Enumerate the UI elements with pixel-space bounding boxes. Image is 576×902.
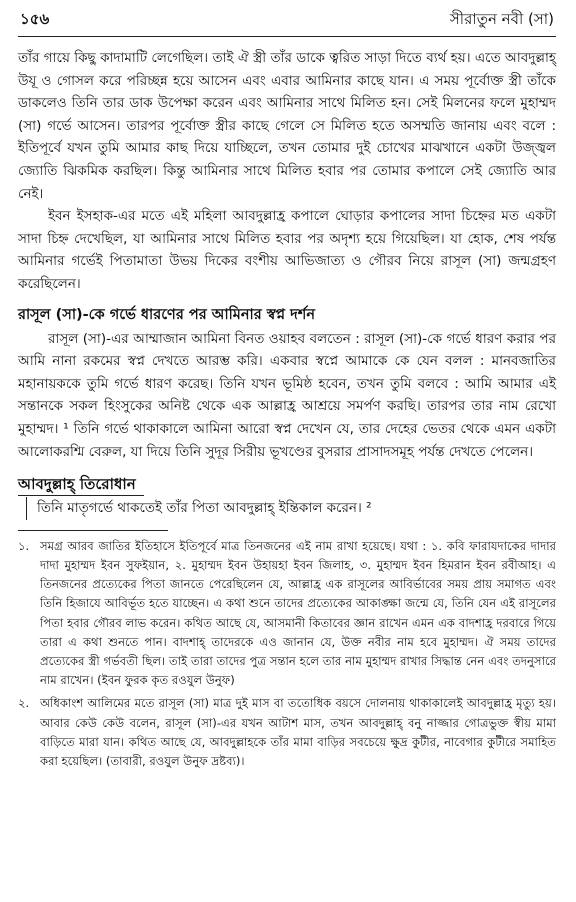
footnote-2 [18, 694, 556, 771]
footnote-text: অধিকাংশ আলিমের মতে রাসূল (সা) মাত্র দুই মাস বা ততোধিক বয়সে দোলনায় থাকাকালেই আবদুল্লাহ্র মৃত্যু হয়। আবার কেউ কেউ বলেন, রাসূল (সা)-এর যখন আটাশ মাস, তখন আবদুল্লাহ্ বনু নাজ্জার গোত্রভুক্ত স্বীয় মামা বাড়িতে মারা যান। কথিত আছে যে, আবদুল্লাহকে তাঁর মামা বাড়ির সবচেয়ে ক্ষুদ্র কুটীর, নাবেগার কুটীরে সমাহিত করা হয়েছিল। (তাবারী, রওযুল উনুফ দ্রষ্টব্য)। [40, 696, 557, 768]
footnote-text: সমগ্র আরব জাতির ইতিহাসে ইতিপূর্বে মাত্র তিনজনের এই নাম রাখা হয়েছে। যথা : ১. কবি ফারাযদাকের দাদার দাদা মুহাম্মদ ইবন সুফইয়ান, ২. মুহাম্মদ ইবন উহায়হা ইবন জিলাহ, ৩. মুহাম্মদ ইবন হিমরান ইবন রবীআহ। এ তিনজনের প্রত্যেকের পিতা জানতে পেরেছিলেন যে, আল্লাহ্র এক রাসূলের আবির্ভাবের সময় প্রায় সমাগত এবং তিনি হিজাযে আবির্ভূত হতে যাচ্ছেন। এ কথা শুনে তাদের প্রত্যেকের আকাঙ্ক্ষা জন্মে যে, তিনি যেন এই রাসূলের পিতা হবার গৌরব লাভ করেন। কথিত আছে যে, আসমানী কিতাবের জ্ঞান রাখেন এমন এক বাদশাহ্র দরবারে গিয়ে তারা এ কথা শুনতে পান। বাদশাহ্ তাদেরকে এও জানান যে, উক্ত নবীর নাম হবে মুহাম্মদ। ঐ সময় তাদের প্রত্যেকের স্ত্রী গর্ভবতী ছিল। তাই তারা তাদের পুত্র সন্তান হলে তার নাম মুহাম্মদ রাখার সিদ্ধান্ত নেন এবং তদনুসারে নাম রাখেন। (ইবন ফুরক কৃত রওযুল উনুফ) [40, 538, 556, 688]
section-heading-wrapper [18, 473, 556, 497]
footnote-number: ২. [18, 696, 30, 711]
body-paragraph-2: ইবন ইসহাক-এর মতে এই মহিলা আবদুল্লাহ্র কপালে ঘোড়ার কপালের সাদা চিহ্নের মত একটা সাদা চিহ্ন দেখেছিল, যা আমিনার সাথে মিলিত হবার পর অদৃশ্য হয়ে গিয়েছিল। যা হোক, শেষ পর্যন্ত আমিনার গর্ভেই পিতামাতা উভয় দিকের বংশীয় আভিজাত্য ও গৌরব নিয়ে রাসূল (সা) জন্মগ্রহণ করেছিলেন। [18, 208, 556, 292]
page-header [18, 0, 556, 37]
section-heading-dream: রাসূল (সা)-কে গর্ভে ধারণের পর আমিনার স্বপ্ন দর্শন [18, 306, 315, 323]
footnote-1 [18, 537, 556, 691]
running-title: সীরাতুন নবী (সা) [449, 10, 554, 28]
section-box-demise [26, 497, 556, 520]
footnote-number: ১. [18, 538, 30, 553]
page-number: ১৫৬ [20, 10, 50, 28]
body-paragraph-1: তাঁর গায়ে কিছু কাদামাটি লেগেছিল। তাই ঐ স্ত্রী তাঁর ডাকে ত্বরিত সাড়া দিতে ব্যর্থ হয়। এতে আবদুল্লাহ্ উযূ ও গোসল করে পরিচ্ছন্ন হয়ে আসেন এবং এবার আমিনার কাছে যান। এ সময় পূর্বোক্ত স্ত্রী তাঁকে ডাকলেও তিনি তার ডাক উপেক্ষা করেন এবং আমিনার সাথে মিলিত হন। সেই মিলনের ফলে মুহাম্মদ (সা) গর্ভে আসেন। তারপর পূর্বোক্ত স্ত্রীর কাছে গেলে সে মিলিত হতে অসম্মতি জানায় এবং বলে : ইতিপূর্বে যখন তুমি আমার কাছ দিয়ে যাচ্ছিলে, তখন তোমার দুই চোখের মাঝখানে একটা উজ্জ্বল জ্যোতি ঝিকমিক করছিল। কিন্তু আমিনার সাথে মিলিত হবার পর তোমার কপালে সেই জ্যোতি আর নেই। [18, 50, 556, 202]
footnote-divider [18, 530, 168, 531]
section-paragraph-demise: তিনি মাতৃগর্ভে থাকতেই তাঁর পিতা আবদুল্লাহ্ ইন্তিকাল করেন। ² [37, 500, 372, 517]
section-heading-demise: আবদুল্লাহ্ তিরোধান [18, 473, 144, 496]
section-paragraph-dream: রাসূল (সা)-এর আম্মাজান আমিনা বিনত ওয়াহব বলতেন : রাসূল (সা)-কে গর্ভে ধারণ করার পর আমি নানা রকমের স্বপ্ন দেখতে আরম্ভ করি। একবার স্বপ্নে আমাকে কে যেন বলল : মানবজাতির মহানায়ককে তুমি গর্ভে ধারণ করেছ। তিনি যখন ভূমিষ্ঠ হবেন, তখন তুমি বলবে : আমি আমার এই সন্তানকে সকল হিংসুকের অনিষ্ট থেকে এক আল্লাহ্র আশ্রয়ে সমর্পণ করছি। তারপর তার নাম রেখো মুহাম্মদ। ¹ তিনি গর্ভে থাকাকালে আমিনা আরো স্বপ্ন দেখেন যে, তার দেহের ভেতর থেকে এমন একটা আলোকরশ্মি বেরুল, যা দিয়ে তিনি সুদূর সিরীয় ভূখণ্ডের বুসরার প্রাসাদসমূহ পর্যন্ত দেখতে পেলেন। [18, 330, 556, 460]
